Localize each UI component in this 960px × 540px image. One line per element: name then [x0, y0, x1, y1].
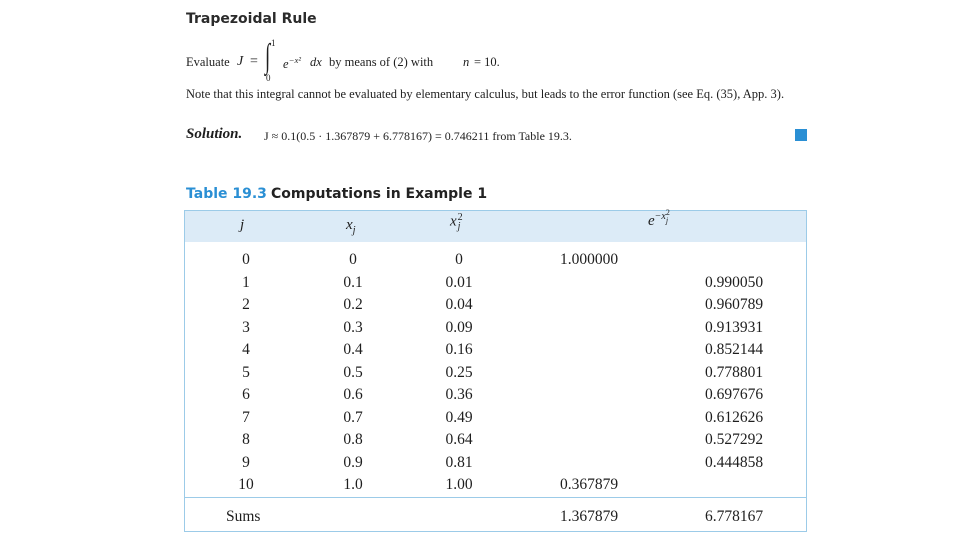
cell-inner: 0.913931 — [705, 318, 764, 336]
header-exp-sup-sub: j — [665, 215, 669, 225]
cell-j: 1 — [242, 273, 250, 291]
cell-x: 0.8 — [343, 431, 363, 448]
header-exp — [648, 207, 670, 231]
cell-x2: 1.00 — [445, 476, 473, 493]
cell-j: 3 — [242, 318, 250, 336]
solution-text: J ≈ 0.1(0.5 · 1.367879 + 6.778167) = 0.746211 from Table 19.3. — [264, 129, 572, 143]
cell-x: 0.6 — [343, 386, 363, 403]
header-exp-sup-sup: 2 — [665, 207, 670, 217]
cell-x: 0.2 — [343, 296, 363, 313]
cell-x: 0.4 — [343, 341, 363, 358]
header-j: j — [240, 217, 245, 233]
integrand — [283, 55, 301, 72]
cell-j: 8 — [242, 431, 250, 448]
equals-sign: = — [250, 54, 258, 69]
cell-x2: 0.64 — [445, 431, 473, 448]
integral-sign: ∫ — [265, 38, 271, 75]
table-title: Computations in Example 1 — [271, 186, 488, 202]
sums-divider — [185, 497, 806, 498]
cell-j: 4 — [242, 341, 250, 358]
evaluate-word: Evaluate — [186, 55, 230, 69]
cell-inner: 0.960789 — [705, 296, 764, 313]
cell-x: 0.3 — [343, 318, 363, 336]
cell-x2: 0.16 — [445, 341, 473, 358]
cell-x: 0.1 — [343, 273, 363, 291]
n-variable: n — [463, 55, 470, 69]
sum-inner: 6.778167 — [705, 508, 764, 525]
header-xj2-sup: 2 — [457, 212, 463, 223]
end-of-proof-square — [795, 129, 807, 141]
cell-x2: 0.25 — [445, 363, 473, 381]
cell-x2: 0 — [455, 251, 463, 268]
sum-end: 1.367879 — [560, 508, 619, 525]
solution-label: Solution. — [186, 126, 243, 142]
header-xj2-sub: j — [457, 221, 461, 232]
cell-x: 1.0 — [343, 476, 363, 493]
cell-j: 10 — [238, 476, 254, 493]
cell-inner: 0.444858 — [705, 453, 764, 471]
header-exp-base: e — [648, 213, 655, 229]
header-xj2-base: x — [450, 213, 457, 230]
integrand-exponent: −x² — [288, 55, 301, 65]
cell-x2: 0.01 — [445, 273, 473, 291]
cell-x2: 0.04 — [445, 296, 473, 313]
header-xj-base: x — [346, 217, 353, 233]
dx: dx — [310, 55, 322, 69]
cell-j: 5 — [242, 363, 250, 381]
cell-x: 0.9 — [343, 453, 363, 471]
header-xj — [346, 217, 356, 236]
integrand-base: e — [283, 57, 289, 72]
cell-inner: 0.612626 — [705, 408, 764, 426]
problem-tail-text: by means of (2) with — [329, 55, 434, 69]
cell-j: 0 — [242, 251, 250, 268]
cell-x2: 0.81 — [445, 453, 473, 471]
header-exp-sup: −x — [654, 211, 666, 222]
cell-x2: 0.49 — [445, 408, 473, 426]
table-number: Table 19.3 — [186, 186, 267, 202]
cell-x: 0 — [349, 251, 357, 268]
cell-x: 0.7 — [343, 408, 363, 426]
cell-j: 7 — [242, 408, 250, 426]
cell-inner: 0.990050 — [705, 273, 764, 291]
n-value: = 10. — [474, 55, 500, 69]
header-xj-squared — [450, 213, 463, 231]
integral-upper-limit: 1 — [271, 38, 276, 48]
sums-label: Sums — [226, 508, 261, 525]
header-xj-sub: j — [352, 225, 356, 236]
cell-end: 0.367879 — [560, 476, 619, 493]
cell-j: 9 — [242, 453, 250, 471]
cell-x2: 0.09 — [445, 318, 473, 336]
integral-lower-limit: 0 — [266, 73, 271, 83]
cell-inner: 0.778801 — [705, 363, 764, 381]
section-title: Trapezoidal Rule — [186, 11, 317, 27]
j-symbol: J — [237, 54, 244, 69]
cell-x2: 0.36 — [445, 386, 473, 403]
cell-inner: 0.852144 — [705, 341, 764, 358]
cell-x: 0.5 — [343, 363, 363, 381]
note-text: Note that this integral cannot be evaluated by elementary calculus, but leads to the error function (see Eq. (35), App. 3). — [186, 87, 785, 101]
cell-end: 1.000000 — [560, 251, 619, 268]
table-header-row — [185, 207, 806, 242]
cell-inner: 0.697676 — [705, 386, 764, 403]
cell-inner: 0.527292 — [705, 431, 764, 448]
cell-j: 6 — [242, 386, 250, 403]
cell-j: 2 — [242, 296, 250, 313]
